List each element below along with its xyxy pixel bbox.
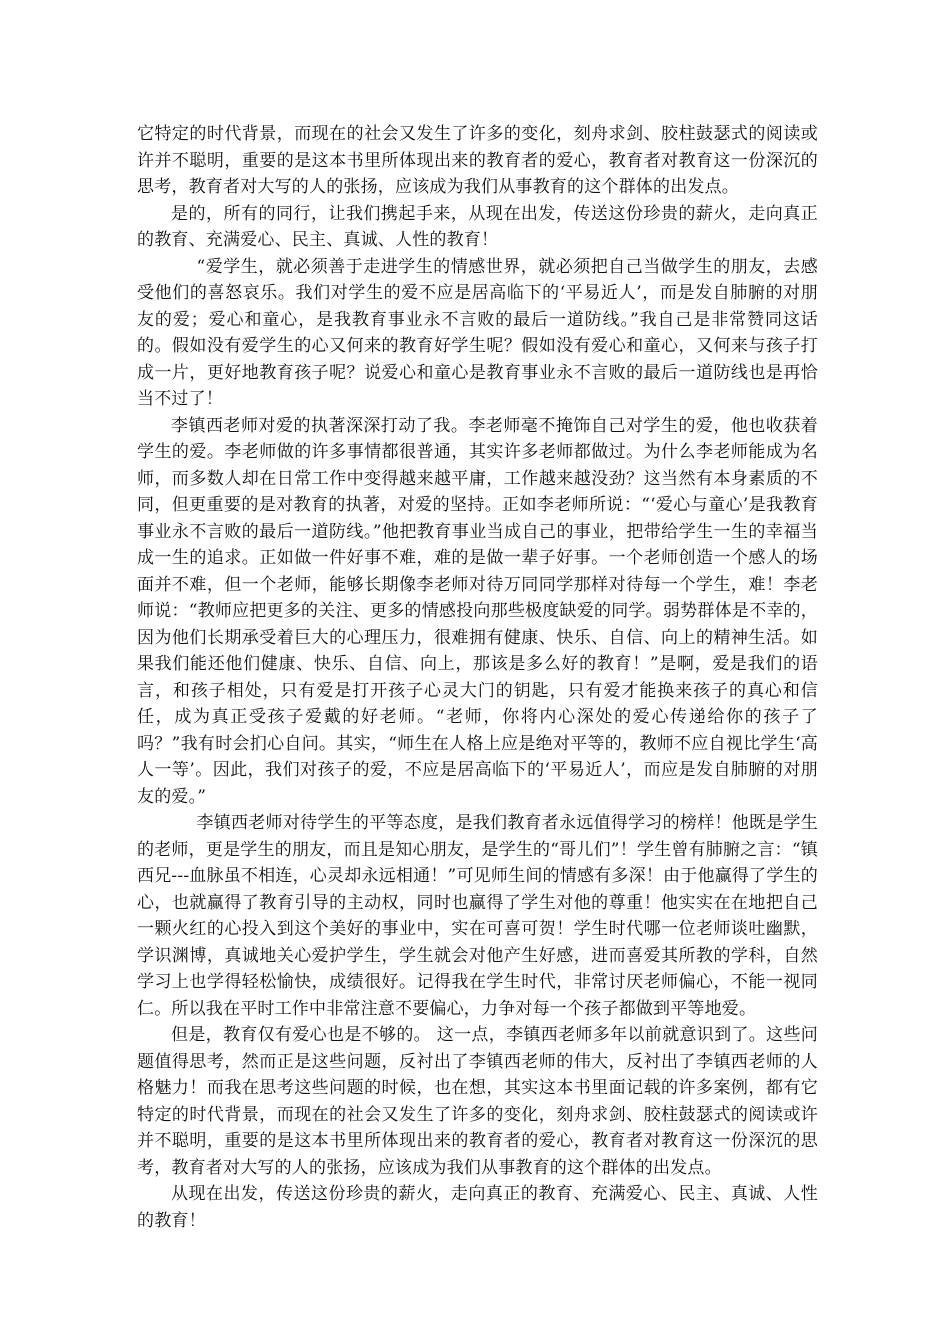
paragraph-continuation: 它特定的时代背景，而现在的社会又发生了许多的变化，刻舟求剑、胶柱鼓瑟式的阅读或许并不聪明，重要的是这本书里所体现出来的教育者的爱心，教育者对教育这一份深沉的思考，教育者对大写的人的张扬，应该成为我们从事教育的这个群体的出发点。	[137, 124, 818, 197]
paragraph-love-not-enough: 但是，教育仅有爱心也是不够的。 这一点，李镇西老师多年以前就意识到了。这些问题值得思考，然而正是这些问题，反衬出了李镇西老师的伟大，反衬出了李镇西老师的人格魅力！而我在思考这些问题的时候，也在想，其实这本书里面记载的许多案例，都有它特定的时代背景，而现在的社会又发生了许多的变化，刻舟求剑、胶柱鼓瑟式的阅读或许并不聪明，重要的是这本书里所体现出来的教育者的爱心，教育者对教育这一份深沉的思考，教育者对大写的人的张扬，应该成为我们从事教育的这个群体的出发点。	[137, 1025, 818, 1178]
paragraph-equal-attitude: 李镇西老师对待学生的平等态度，是我们教育者永远值得学习的榜样！他既是学生的老师，更是学生的朋友，而且是知心朋友，是学生的“哥儿们”！学生曾有肺腑之言：“镇西兄---血脉虽不相连，心灵却永远相通！”可见师生间的情感有多深！由于他赢得了学生的心，也就赢得了教育引导的主动权，同时也赢得了学生对他的尊重！他实实在在地把自己一颗火红的心投入到这个美好的事业中，实在可喜可贺！学生时代哪一位老师谈吐幽默，学识渊博，真诚地关心爱护学生，学生就会对他产生好感，进而喜爱其所教的学科，自然学习上也学得轻松愉快，成绩很好。记得我在学生时代，非常讨厌老师偏心，不能一视同仁。所以我在平时工作中非常注意不要偏心，力争对每一个孩子都做到平等地爱。	[137, 813, 818, 1019]
paragraph-call-to-action: 是的，所有的同行，让我们携起手来，从现在出发，传送这份珍贵的薪火，走向真正的教育、充满爱心、民主、真诚、人性的教育！	[137, 203, 818, 250]
paragraph-quote-love-students: “爱学生，就必须善于走进学生的情感世界，就必须把自己当做学生的朋友，去感受他们的喜怒哀乐。我们对学生的爱不应是居高临下的‘平易近人’，而是发自肺腑的对朋友的爱；爱心和童心，是我教育事业永不言败的最后一道防线。”我自己是非常赞同这话的。假如没有爱学生的心又何来的教育好学生呢？假如没有爱心和童心，又何来与孩子打成一片，更好地教育孩子呢？说爱心和童心是教育事业永不言败的最后一道防线也是再恰当不过了！	[137, 256, 818, 409]
paragraph-li-zhenxi-love: 李镇西老师对爱的执著深深打动了我。李老师毫不掩饰自己对学生的爱，他也收获着学生的爱。李老师做的许多事情都很普通，其实许多老师都做过。为什么李老师能成为名师，而多数人却在日常工作中变得越来越平庸，工作越来越没劲？这当然有本身素质的不同，但更重要的是对教育的执著，对爱的坚持。正如李老师所说：“‘爱心与童心’是我教育事业永不言败的最后一道防线。”他把教育事业当成自己的事业，把带给学生一生的幸福当成一生的追求。正如做一件好事不难，难的是做一辈子好事。一个老师创造一个感人的场面并不难，但一个老师，能够长期像李老师对待万同同学那样对待每一个学生，难！李老师说：“教师应把更多的关注、更多的情感投向那些极度缺爱的同学。弱势群体是不幸的，因为他们长期承受着巨大的心理压力，很难拥有健康、快乐、自信、向上的精神生活。如果我们能还他们健康、快乐、自信、向上，那该是多么好的教育！”是啊，爱是我们的语言，和孩子相处，只有爱是打开孩子心灵大门的钥匙，只有爱才能换来孩子的真心和信任，成为真正受孩子爱戴的好老师。“老师，你将内心深处的爱心传递给你的孩子了吗？”我有时会扪心自问。其实，“师生在人格上应是绝对平等的，教师不应自视比学生‘高人一等’。因此，我们对孩子的爱，不应是居高临下的‘平易近人’，而应是发自肺腑的对朋友的爱。”	[137, 415, 818, 807]
paragraph-closing: 从现在出发，传送这份珍贵的薪火，走向真正的教育、充满爱心、民主、真诚、人性的教育！	[137, 1184, 818, 1231]
document-body	[137, 121, 818, 1234]
